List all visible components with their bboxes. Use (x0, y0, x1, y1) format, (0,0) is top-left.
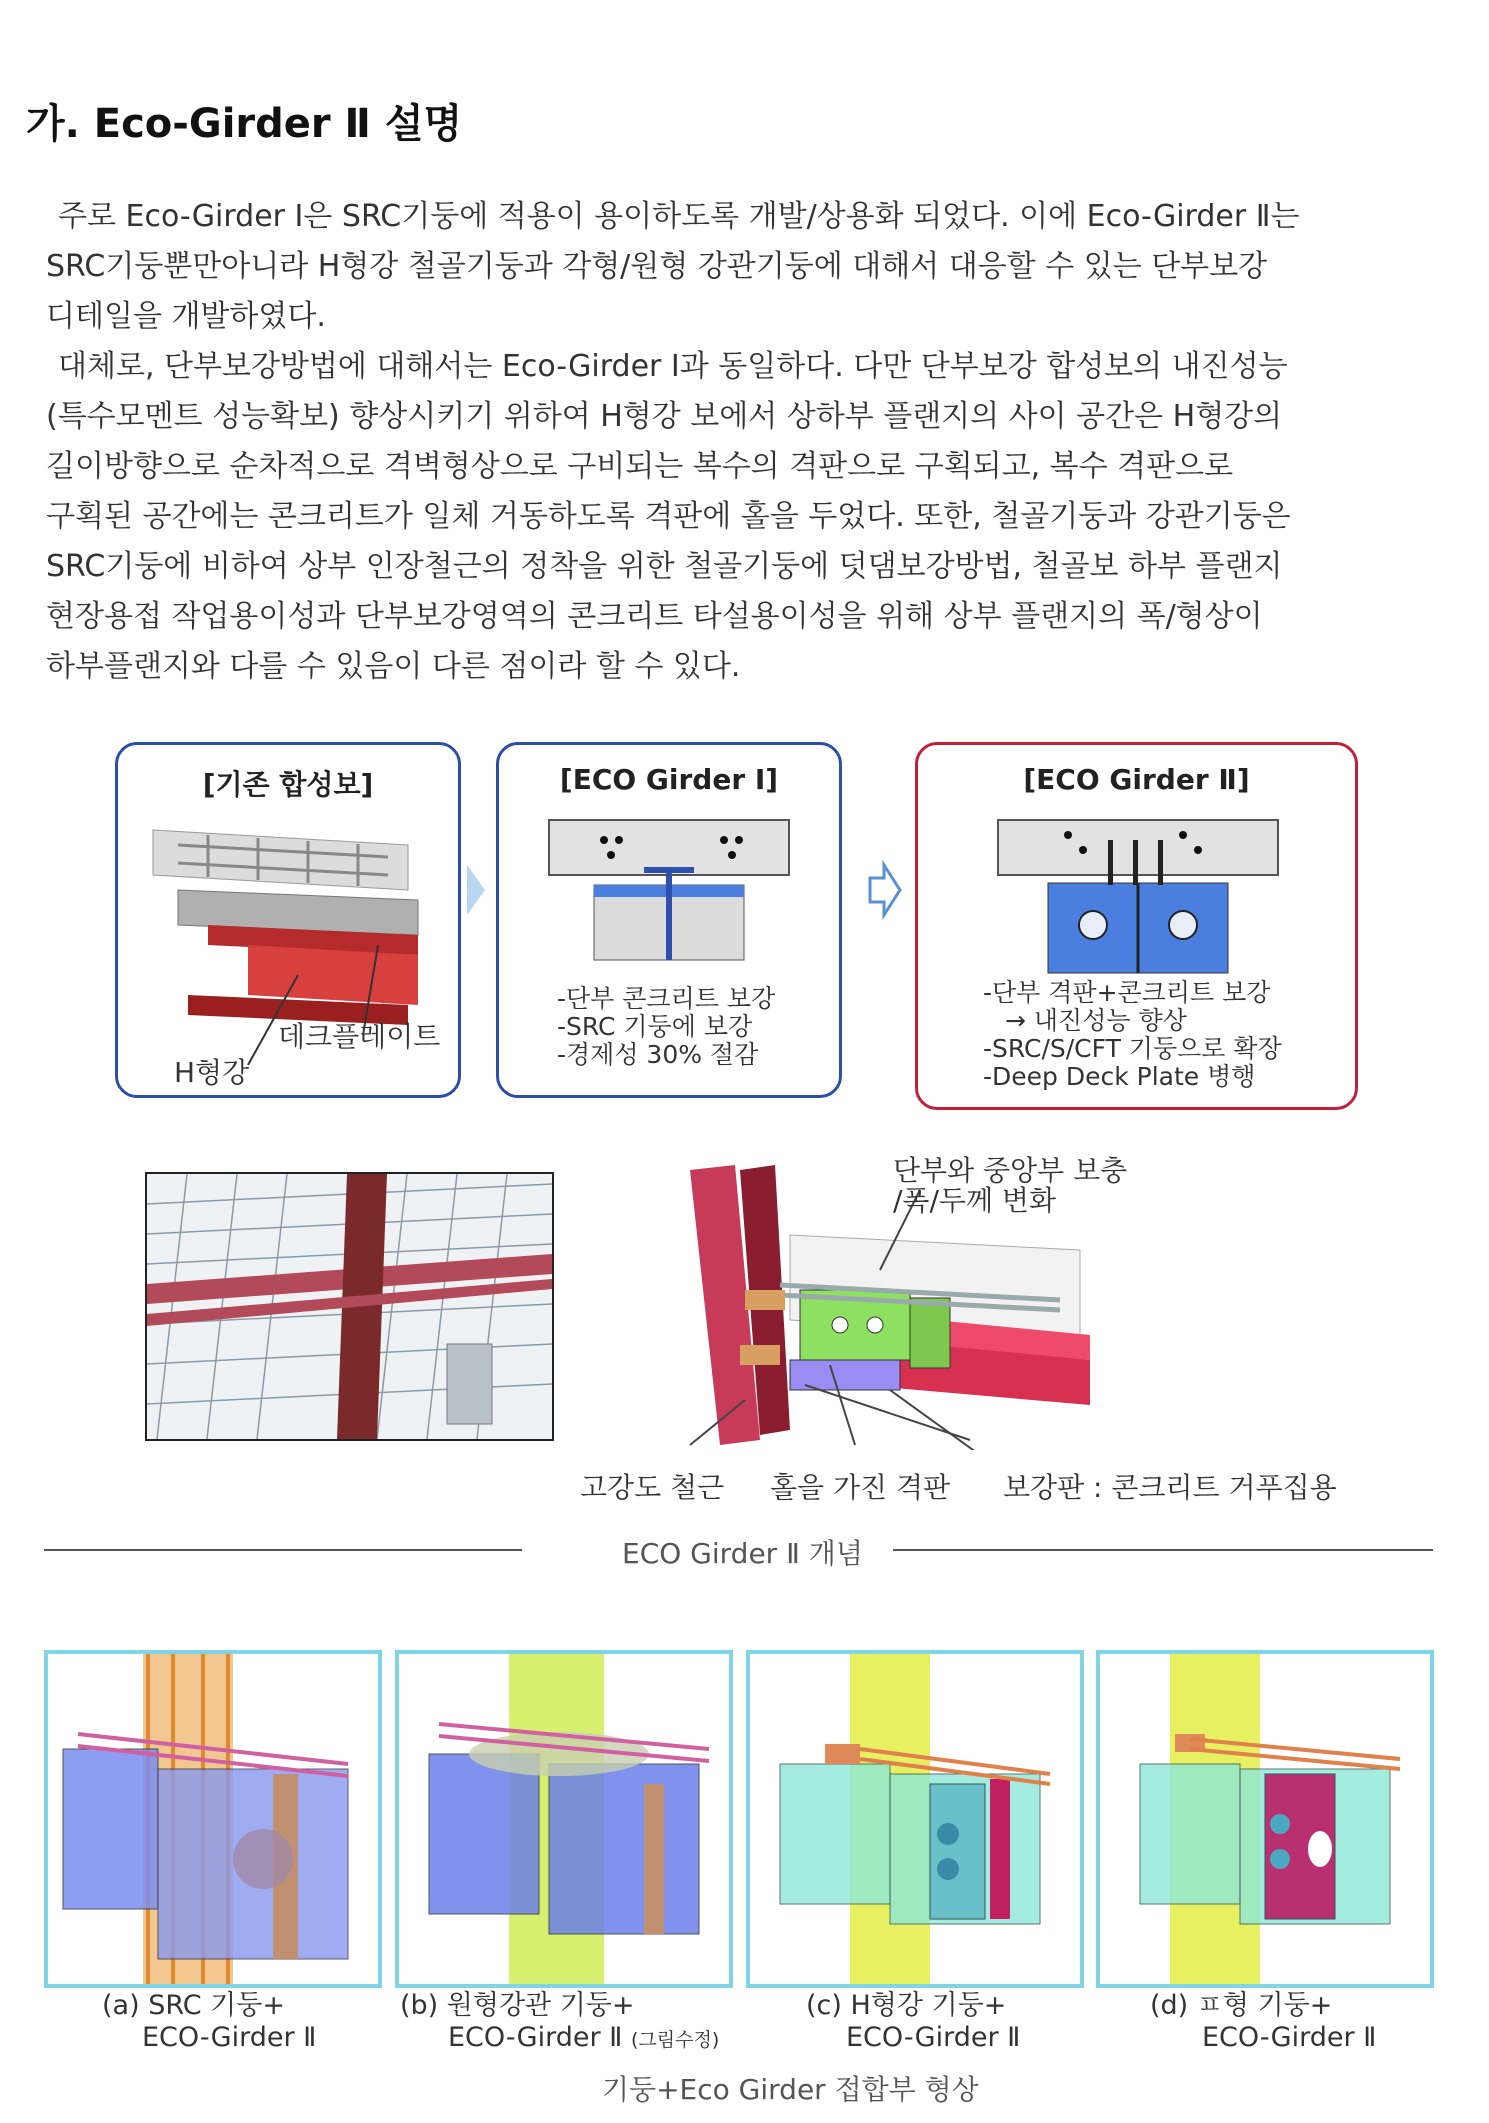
h-column-illustration (750, 1654, 1080, 1984)
special-column-illustration (1100, 1654, 1430, 1984)
eco-girder-2-notes (983, 979, 1282, 1091)
section-title: 가. Eco-Girder Ⅱ 설명 (26, 101, 463, 147)
eco-girder-1-section (499, 805, 839, 965)
paragraph-line: 길이방향으로 순차적으로 격벽형상으로 구비되는 복수의 격판으로 구획되고, 복수 격판으로 (46, 449, 1234, 484)
paragraph-line: (특수모멘트 성능확보) 향상시키기 위하여 H형강 보에서 상하부 플랜지의 사이 공간은 H형강의 (46, 399, 1283, 434)
panel-title: [ECO Girder Ⅱ] (1023, 763, 1250, 796)
subcaption-d (1150, 1990, 1376, 2054)
subcaption-line: ECO-Girder Ⅱ (1202, 2022, 1377, 2053)
paragraph-line: 하부플랜지와 다를 수 있음이 다른 점이라 할 수 있다. (46, 649, 741, 684)
arrow-right-icon (868, 860, 902, 920)
figure2-caption: 기둥+Eco Girder 접합부 형상 (602, 2073, 979, 2106)
subcaption-line (400, 2022, 719, 2056)
subcaption-line: (c) H형강 기둥+ (806, 1990, 1007, 2021)
note-line: -Deep Deck Plate 병행 (983, 1062, 1256, 1091)
fig-special-column (1096, 1650, 1434, 1988)
paragraph-line: 주로 Eco-Girder I은 SRC기둥에 적용이 용이하도록 개발/상용화 되었다. 이에 Eco-Girder Ⅱ는 (58, 199, 1300, 234)
caption-rule-right (893, 1549, 1433, 1551)
reinforcing-plate-label: 보강판 : 콘크리트 거푸집용 (1003, 1471, 1337, 1504)
paragraph-2 (46, 342, 1456, 692)
fig-h-column (746, 1650, 1084, 1988)
paragraph-line: 현장용접 작업용이성과 단부보강영역의 콘크리트 타설용이성을 위해 상부 플랜지의 폭/형상이 (46, 599, 1263, 634)
subcaption-c (806, 1990, 1020, 2054)
subcaption-line: ECO-Girder Ⅱ (142, 2022, 317, 2053)
note-line: -경제성 30% 절감 (557, 1040, 759, 1069)
panel-eco-girder-1 (496, 742, 842, 1098)
paragraph-line: SRC기둥뿐만아니라 H형강 철골기둥과 각형/원형 강관기둥에 대해서 대응할 수 있는 단부보강 (46, 249, 1268, 284)
subcaption-text: ECO-Girder Ⅱ (448, 2022, 623, 2053)
note-line: -SRC 기둥에 보강 (557, 1012, 753, 1041)
subcaption-line: (d) ㅍ형 기둥+ (1150, 1990, 1333, 2021)
subcaption-line: ECO-Girder Ⅱ (846, 2022, 1021, 2053)
high-strength-rebar-label: 고강도 철근 (580, 1471, 725, 1504)
fig-circular-tube-column (395, 1650, 733, 1988)
perforated-diaphragm-label: 홀을 가진 격판 (770, 1471, 951, 1504)
subcaption-note: (그림수정) (631, 2029, 720, 2051)
note-line: -SRC/S/CFT 기둥으로 확장 (983, 1034, 1282, 1063)
deck-plate-label: 데크플레이트 (278, 1020, 441, 1053)
detail-top-label (893, 1156, 1127, 1216)
arrow-right-icon (465, 860, 495, 920)
paragraph-1 (46, 192, 1456, 342)
figure1-caption: ECO Girder Ⅱ 개념 (622, 1537, 863, 1570)
subcaption-a (102, 1990, 316, 2054)
detail-label-line: 단부와 중앙부 보충 (893, 1154, 1128, 1187)
panel-eco-girder-2 (915, 742, 1358, 1110)
subcaption-line: (b) 원형강관 기둥+ (400, 1990, 635, 2021)
panel-title: [기존 합성보] (202, 768, 374, 801)
rebar-grid-render (145, 1172, 554, 1441)
caption-rule-left (44, 1549, 522, 1551)
subcaption-b (400, 1990, 719, 2056)
panel-title: [ECO Girder Ⅰ] (559, 763, 779, 796)
eco-girder-2-section (918, 805, 1355, 975)
paragraph-line: 대체로, 단부보강방법에 대해서는 Eco-Girder I과 동일하다. 다만 단부보강 합성보의 내진성능 (58, 349, 1288, 384)
paragraph-line: 디테일을 개발하였다. (46, 299, 326, 334)
panel-existing-composite-beam (115, 742, 461, 1098)
paragraph-line: SRC기둥에 비하여 상부 인장철근의 정착을 위한 철골기둥에 덧댐보강방법, 철골보 하부 플랜지 (46, 549, 1283, 584)
subcaption-line: (a) SRC 기둥+ (102, 1990, 285, 2021)
h-beam-label: H형강 (174, 1056, 250, 1089)
paragraph-line: 구획된 공간에는 콘크리트가 일체 거동하도록 격판에 홀을 두었다. 또한, 철골기둥과 강관기둥은 (46, 499, 1291, 534)
fig-src-column (44, 1650, 382, 1988)
rebar-grid-illustration (147, 1174, 552, 1439)
circular-tube-illustration (399, 1654, 729, 1984)
note-line: → 내진성능 향상 (1005, 1006, 1187, 1035)
eco-girder-1-notes (557, 985, 775, 1069)
note-line: -단부 콘크리트 보강 (557, 984, 776, 1013)
src-column-illustration (48, 1654, 378, 1984)
detail-label-line: /폭/두께 변화 (893, 1184, 1057, 1217)
note-line: -단부 격판+콘크리트 보강 (983, 978, 1271, 1007)
